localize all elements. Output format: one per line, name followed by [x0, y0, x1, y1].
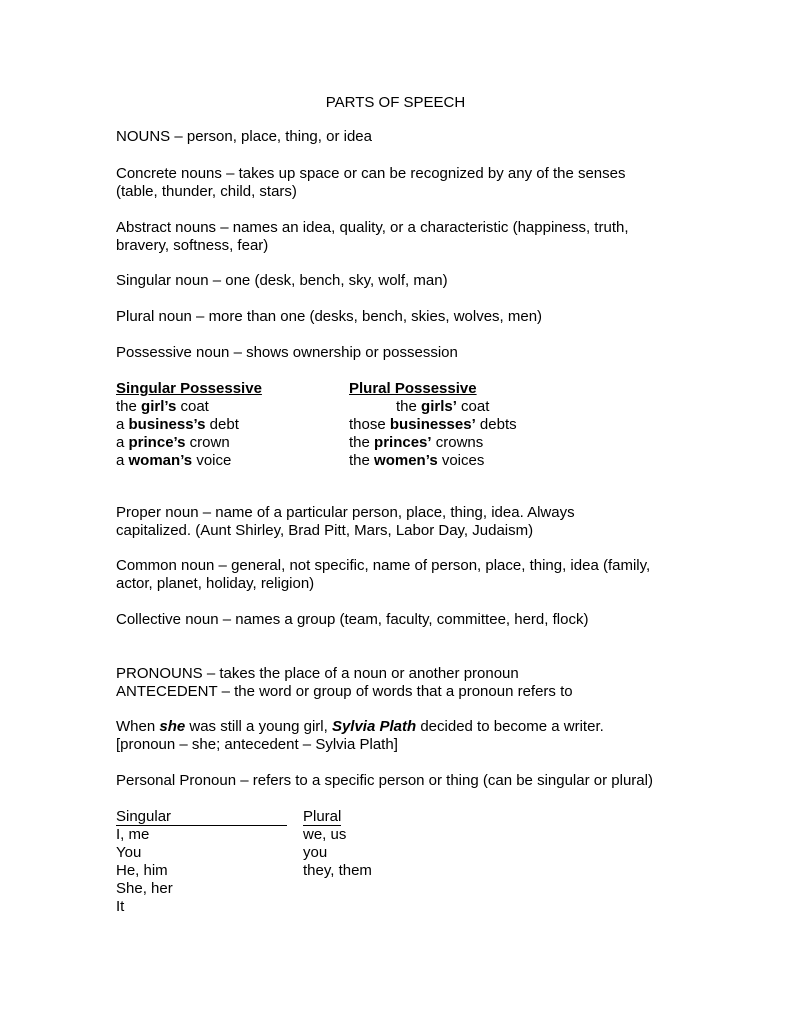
- antecedent-definition: ANTECEDENT – the word or group of words that a pronoun refers to: [116, 683, 573, 700]
- singular-pronoun: She, her: [116, 880, 173, 897]
- plural-pronoun: you: [303, 844, 328, 861]
- plural-possessive-row: the girls’ coat: [396, 398, 490, 415]
- concrete-nouns-line-1: Concrete nouns – takes up space or can be recognized by any of the senses: [116, 165, 626, 182]
- plural-header: Plural: [303, 808, 342, 825]
- singular-pronoun: He, him: [116, 862, 168, 879]
- plural-possessive-header: Plural Possessive: [349, 380, 477, 397]
- possessive-noun-definition: Possessive noun – shows ownership or possession: [116, 344, 458, 361]
- example-pronoun: she: [159, 718, 186, 735]
- common-noun-line-1: Common noun – general, not specific, name of person, place, thing, idea (family,: [116, 557, 651, 574]
- plural-possessive-row: the princes’ crowns: [349, 434, 484, 451]
- singular-possessive-row: a prince’s crown: [116, 434, 230, 451]
- singular-header: Singular: [116, 808, 287, 826]
- plural-possessive-row: the women’s voices: [349, 452, 485, 469]
- proper-noun-line-2: capitalized. (Aunt Shirley, Brad Pitt, Mars, Labor Day, Judaism): [116, 522, 534, 539]
- page-title: PARTS OF SPEECH: [325, 94, 466, 111]
- plural-possessive-row: those businesses’ debts: [349, 416, 517, 433]
- example-note: [pronoun – she; antecedent – Sylvia Plath]: [116, 736, 398, 753]
- abstract-nouns-line-1: Abstract nouns – names an idea, quality, or a characteristic (happiness, truth,: [116, 219, 629, 236]
- nouns-definition: NOUNS – person, place, thing, or idea: [116, 128, 372, 145]
- pronouns-definition: PRONOUNS – takes the place of a noun or another pronoun: [116, 665, 519, 682]
- singular-noun-definition: Singular noun – one (desk, bench, sky, wolf, man): [116, 272, 448, 289]
- collective-noun-definition: Collective noun – names a group (team, faculty, committee, herd, flock): [116, 611, 589, 628]
- singular-pronoun: You: [116, 844, 142, 861]
- personal-pronoun-definition: Personal Pronoun – refers to a specific person or thing (can be singular or plural): [116, 772, 653, 789]
- plural-noun-definition: Plural noun – more than one (desks, bench, skies, wolves, men): [116, 308, 543, 325]
- singular-possessive-header: Singular Possessive: [116, 380, 262, 397]
- abstract-nouns-line-2: bravery, softness, fear): [116, 237, 269, 254]
- concrete-nouns-line-2: (table, thunder, child, stars): [116, 183, 297, 200]
- singular-possessive-row: a woman’s voice: [116, 452, 232, 469]
- singular-possessive-row: a business’s debt: [116, 416, 239, 433]
- common-noun-line-2: actor, planet, holiday, religion): [116, 575, 315, 592]
- plural-pronoun: they, them: [303, 862, 372, 879]
- singular-pronoun: I, me: [116, 826, 150, 843]
- singular-pronoun: It: [116, 898, 125, 915]
- singular-possessive-row: the girl’s coat: [116, 398, 209, 415]
- proper-noun-line-1: Proper noun – name of a particular person, place, thing, idea. Always: [116, 504, 575, 521]
- plural-pronoun: we, us: [303, 826, 347, 843]
- example-sentence: When she was still a young girl, Sylvia Plath decided to become a writer.: [116, 718, 604, 735]
- example-antecedent: Sylvia Plath: [331, 718, 417, 735]
